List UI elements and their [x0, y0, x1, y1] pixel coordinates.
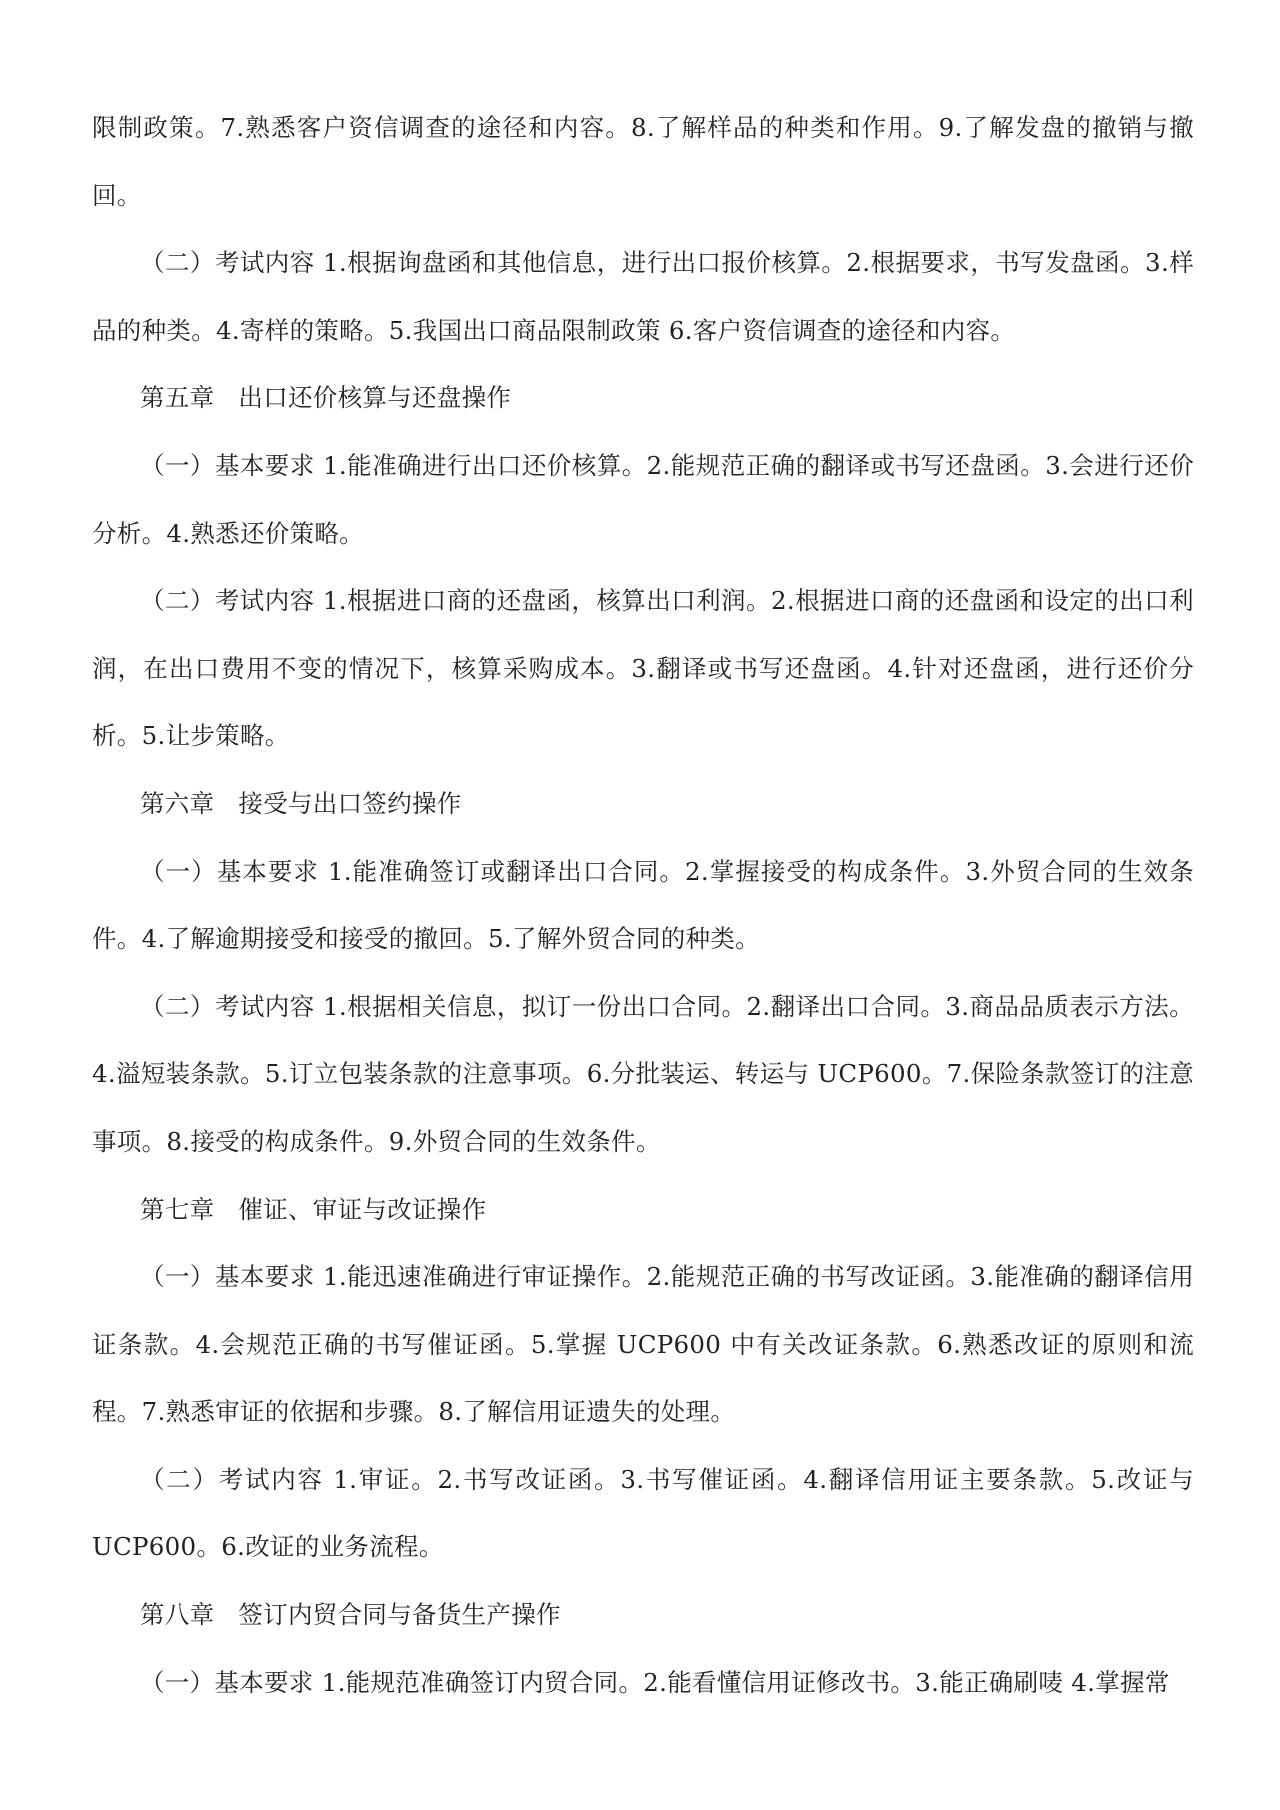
chapter-title: 催证、审证与改证操作: [238, 1194, 487, 1224]
paragraph: （二）考试内容 1.根据相关信息，拟订一份出口合同。2.翻译出口合同。3.商品品质表示方法。4.溢短装条款。5.订立包装条款的注意事项。6.分批装运、转运与 UCP600。7.保险条款签订的注意事项。8.接受的构成条件。9.外贸合同的生效条件。: [92, 991, 1194, 1156]
chapter-heading: [92, 1581, 1194, 1649]
paragraph: （一）基本要求 1.能迅速准确进行审证操作。2.能规范正确的书写改证函。3.能准确的翻译信用证条款。4.会规范正确的书写催证函。5.掌握 UCP600 中有关改证条款。6.熟悉改证的原则和流程。7.熟悉审证的依据和步骤。8.了解信用证遗失的处理。: [92, 1262, 1194, 1427]
chapter-title: 出口还价核算与还盘操作: [238, 383, 512, 413]
chapter-number: 第五章: [140, 383, 215, 413]
chapter-title: 接受与出口签约操作: [238, 788, 462, 818]
chapter-number: 第六章: [140, 788, 215, 818]
paragraph: （一）基本要求 1.能准确进行出口还价核算。2.能规范正确的翻译或书写还盘函。3.会进行还价分析。4.熟悉还价策略。: [92, 450, 1194, 548]
chapter-title: 签订内贸合同与备货生产操作: [238, 1600, 561, 1630]
chapter-heading: [92, 364, 1194, 432]
chapter-heading: [92, 1176, 1194, 1244]
chapter-number: 第八章: [140, 1600, 215, 1630]
paragraph: 限制政策。7.熟悉客户资信调查的途径和内容。8.了解样品的种类和作用。9.了解发盘的撤销与撤回。: [92, 113, 1194, 210]
paragraph: （二）考试内容 1.根据进口商的还盘函，核算出口利润。2.根据进口商的还盘函和设定的出口利润，在出口费用不变的情况下，核算采购成本。3.翻译或书写还盘函。4.针对还盘函，进行还价分析。5.让步策略。: [92, 586, 1194, 751]
chapter-heading: [92, 770, 1194, 838]
paragraph: （二）考试内容 1.审证。2.书写改证函。3.书写催证函。4.翻译信用证主要条款。5.改证与 UCP600。6.改证的业务流程。: [92, 1464, 1194, 1562]
document-body: [92, 94, 1194, 1716]
paragraph: （二）考试内容 1.根据询盘函和其他信息，进行出口报价核算。2.根据要求，书写发盘函。3.样品的种类。4.寄样的策略。5.我国出口商品限制政策 6.客户资信调查的途径和内容。: [92, 248, 1194, 345]
paragraph: （一）基本要求 1.能规范准确签订内贸合同。2.能看懂信用证修改书。3.能正确刷唛 4.掌握常: [140, 1667, 1170, 1697]
paragraph: （一）基本要求 1.能准确签订或翻译出口合同。2.掌握接受的构成条件。3.外贸合同的生效条件。4.了解逾期接受和接受的撤回。5.了解外贸合同的种类。: [92, 856, 1194, 954]
chapter-number: 第七章: [140, 1194, 215, 1224]
